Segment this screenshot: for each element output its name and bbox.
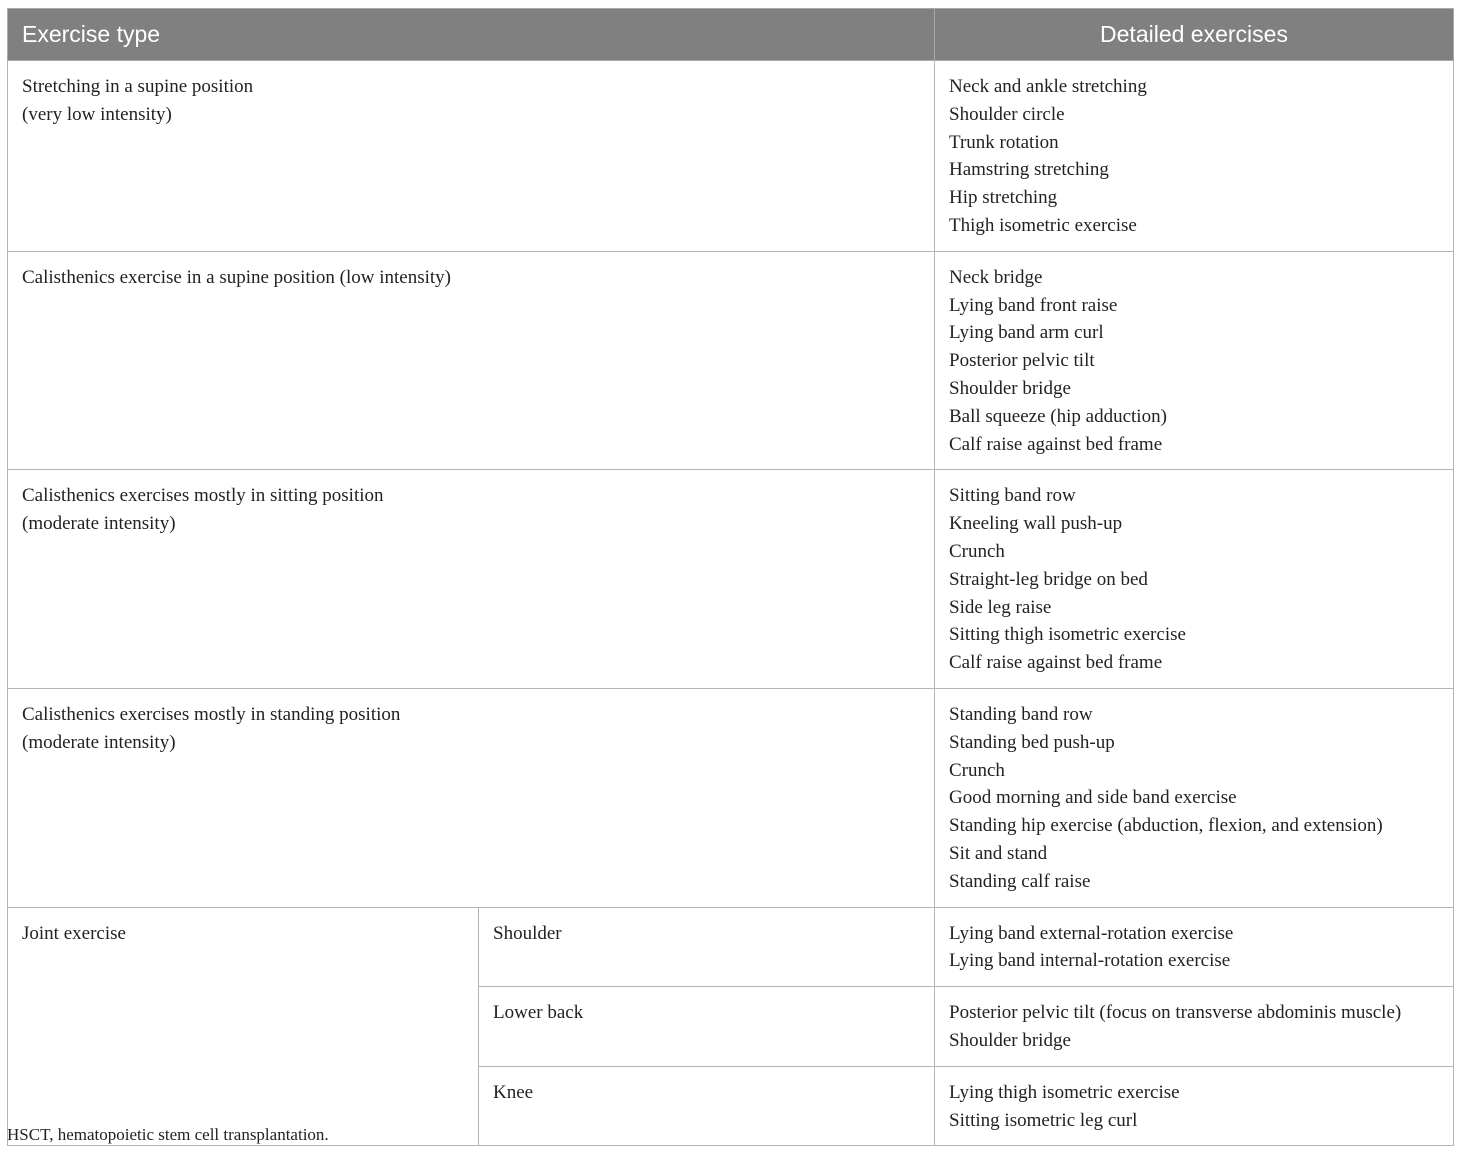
joint-part-label: Shoulder — [493, 922, 562, 944]
exercise-item: Standing calf raise — [949, 870, 1091, 892]
exercise-type-cell — [8, 251, 935, 470]
table-row — [8, 907, 1454, 987]
exercise-item: Sitting isometric leg curl — [949, 1109, 1138, 1131]
exercise-item: Lying band front raise — [949, 294, 1118, 316]
exercise-item: Sitting band row — [949, 485, 1076, 507]
exercise-item: Thigh isometric exercise — [949, 214, 1137, 236]
detailed-exercises-cell — [935, 907, 1454, 987]
header-exercise-type: Exercise type — [8, 9, 935, 61]
detailed-exercises-cell — [935, 688, 1454, 907]
exercise-item: Hip stretching — [949, 187, 1058, 209]
exercise-type-cell — [8, 61, 935, 252]
exercise-item: Standing band row — [949, 703, 1093, 725]
exercise-item: Lying band arm curl — [949, 322, 1104, 344]
exercise-type-line: (moderate intensity) — [22, 513, 176, 535]
exercise-item: Ball squeeze (hip adduction) — [949, 405, 1167, 427]
exercise-item: Lying band external-rotation exercise — [949, 922, 1234, 944]
detailed-exercises-cell — [935, 470, 1454, 689]
exercise-type-line: Calisthenics exercises mostly in sitting position — [22, 485, 384, 507]
exercise-item: Lying band internal-rotation exercise — [949, 950, 1231, 972]
exercise-type-line: Stretching in a supine position — [22, 76, 254, 97]
exercise-item: Shoulder bridge — [949, 1029, 1071, 1051]
exercise-item: Crunch — [949, 759, 1005, 781]
exercise-type-line: (moderate intensity) — [22, 731, 176, 753]
joint-part-label: Knee — [493, 1081, 534, 1103]
table-row — [8, 251, 1454, 470]
table-header-row — [8, 9, 1454, 61]
exercise-item: Standing bed push-up — [949, 731, 1115, 753]
joint-exercise-cell — [8, 907, 479, 1146]
exercise-item: Straight-leg bridge on bed — [949, 568, 1148, 590]
exercise-item: Hamstring stretching — [949, 159, 1109, 181]
joint-part-cell — [479, 907, 935, 987]
exercise-type-cell — [8, 470, 935, 689]
joint-part-cell — [479, 987, 935, 1067]
detailed-exercises-cell — [935, 1066, 1454, 1146]
joint-part-label: Lower back — [493, 1002, 584, 1024]
exercise-type-line: Calisthenics exercises mostly in standing position — [22, 703, 401, 725]
table-row — [8, 61, 1454, 252]
exercise-type-line: Calisthenics exercise in a supine position (low intensity) — [22, 266, 452, 288]
table-footnote: HSCT, hematopoietic stem cell transplantation. — [7, 1125, 329, 1144]
exercise-item: Sitting thigh isometric exercise — [949, 624, 1186, 646]
table-row — [8, 688, 1454, 907]
exercise-item: Trunk rotation — [949, 131, 1059, 153]
exercise-item: Neck bridge — [949, 266, 1043, 288]
exercise-item: Sit and stand — [949, 842, 1048, 864]
exercise-item: Lying thigh isometric exercise — [949, 1081, 1180, 1103]
exercise-item: Side leg raise — [949, 596, 1052, 618]
exercise-type-line: (very low intensity) — [22, 103, 172, 125]
detailed-exercises-cell — [935, 251, 1454, 470]
detailed-exercises-cell — [935, 61, 1454, 252]
exercise-item: Shoulder circle — [949, 103, 1065, 125]
exercise-item: Calf raise against bed frame — [949, 652, 1163, 674]
joint-exercise-label: Joint exercise — [22, 922, 126, 944]
exercise-item: Kneeling wall push-up — [949, 513, 1123, 535]
exercise-item: Shoulder bridge — [949, 377, 1071, 399]
exercise-item: Neck and ankle stretching — [949, 76, 1147, 97]
joint-part-cell — [479, 1066, 935, 1146]
exercise-table — [7, 8, 1454, 1146]
detailed-exercises-cell — [935, 987, 1454, 1067]
exercise-item: Posterior pelvic tilt (focus on transverse abdominis muscle) — [949, 1002, 1402, 1024]
exercise-item: Posterior pelvic tilt — [949, 350, 1095, 372]
exercise-type-cell — [8, 688, 935, 907]
exercise-item: Standing hip exercise (abduction, flexion, and extension) — [949, 815, 1383, 837]
header-detailed-exercises: Detailed exercises — [935, 9, 1454, 61]
exercise-item: Good morning and side band exercise — [949, 787, 1237, 809]
exercise-item: Crunch — [949, 540, 1005, 562]
table-row — [8, 470, 1454, 689]
exercise-item: Calf raise against bed frame — [949, 433, 1163, 455]
